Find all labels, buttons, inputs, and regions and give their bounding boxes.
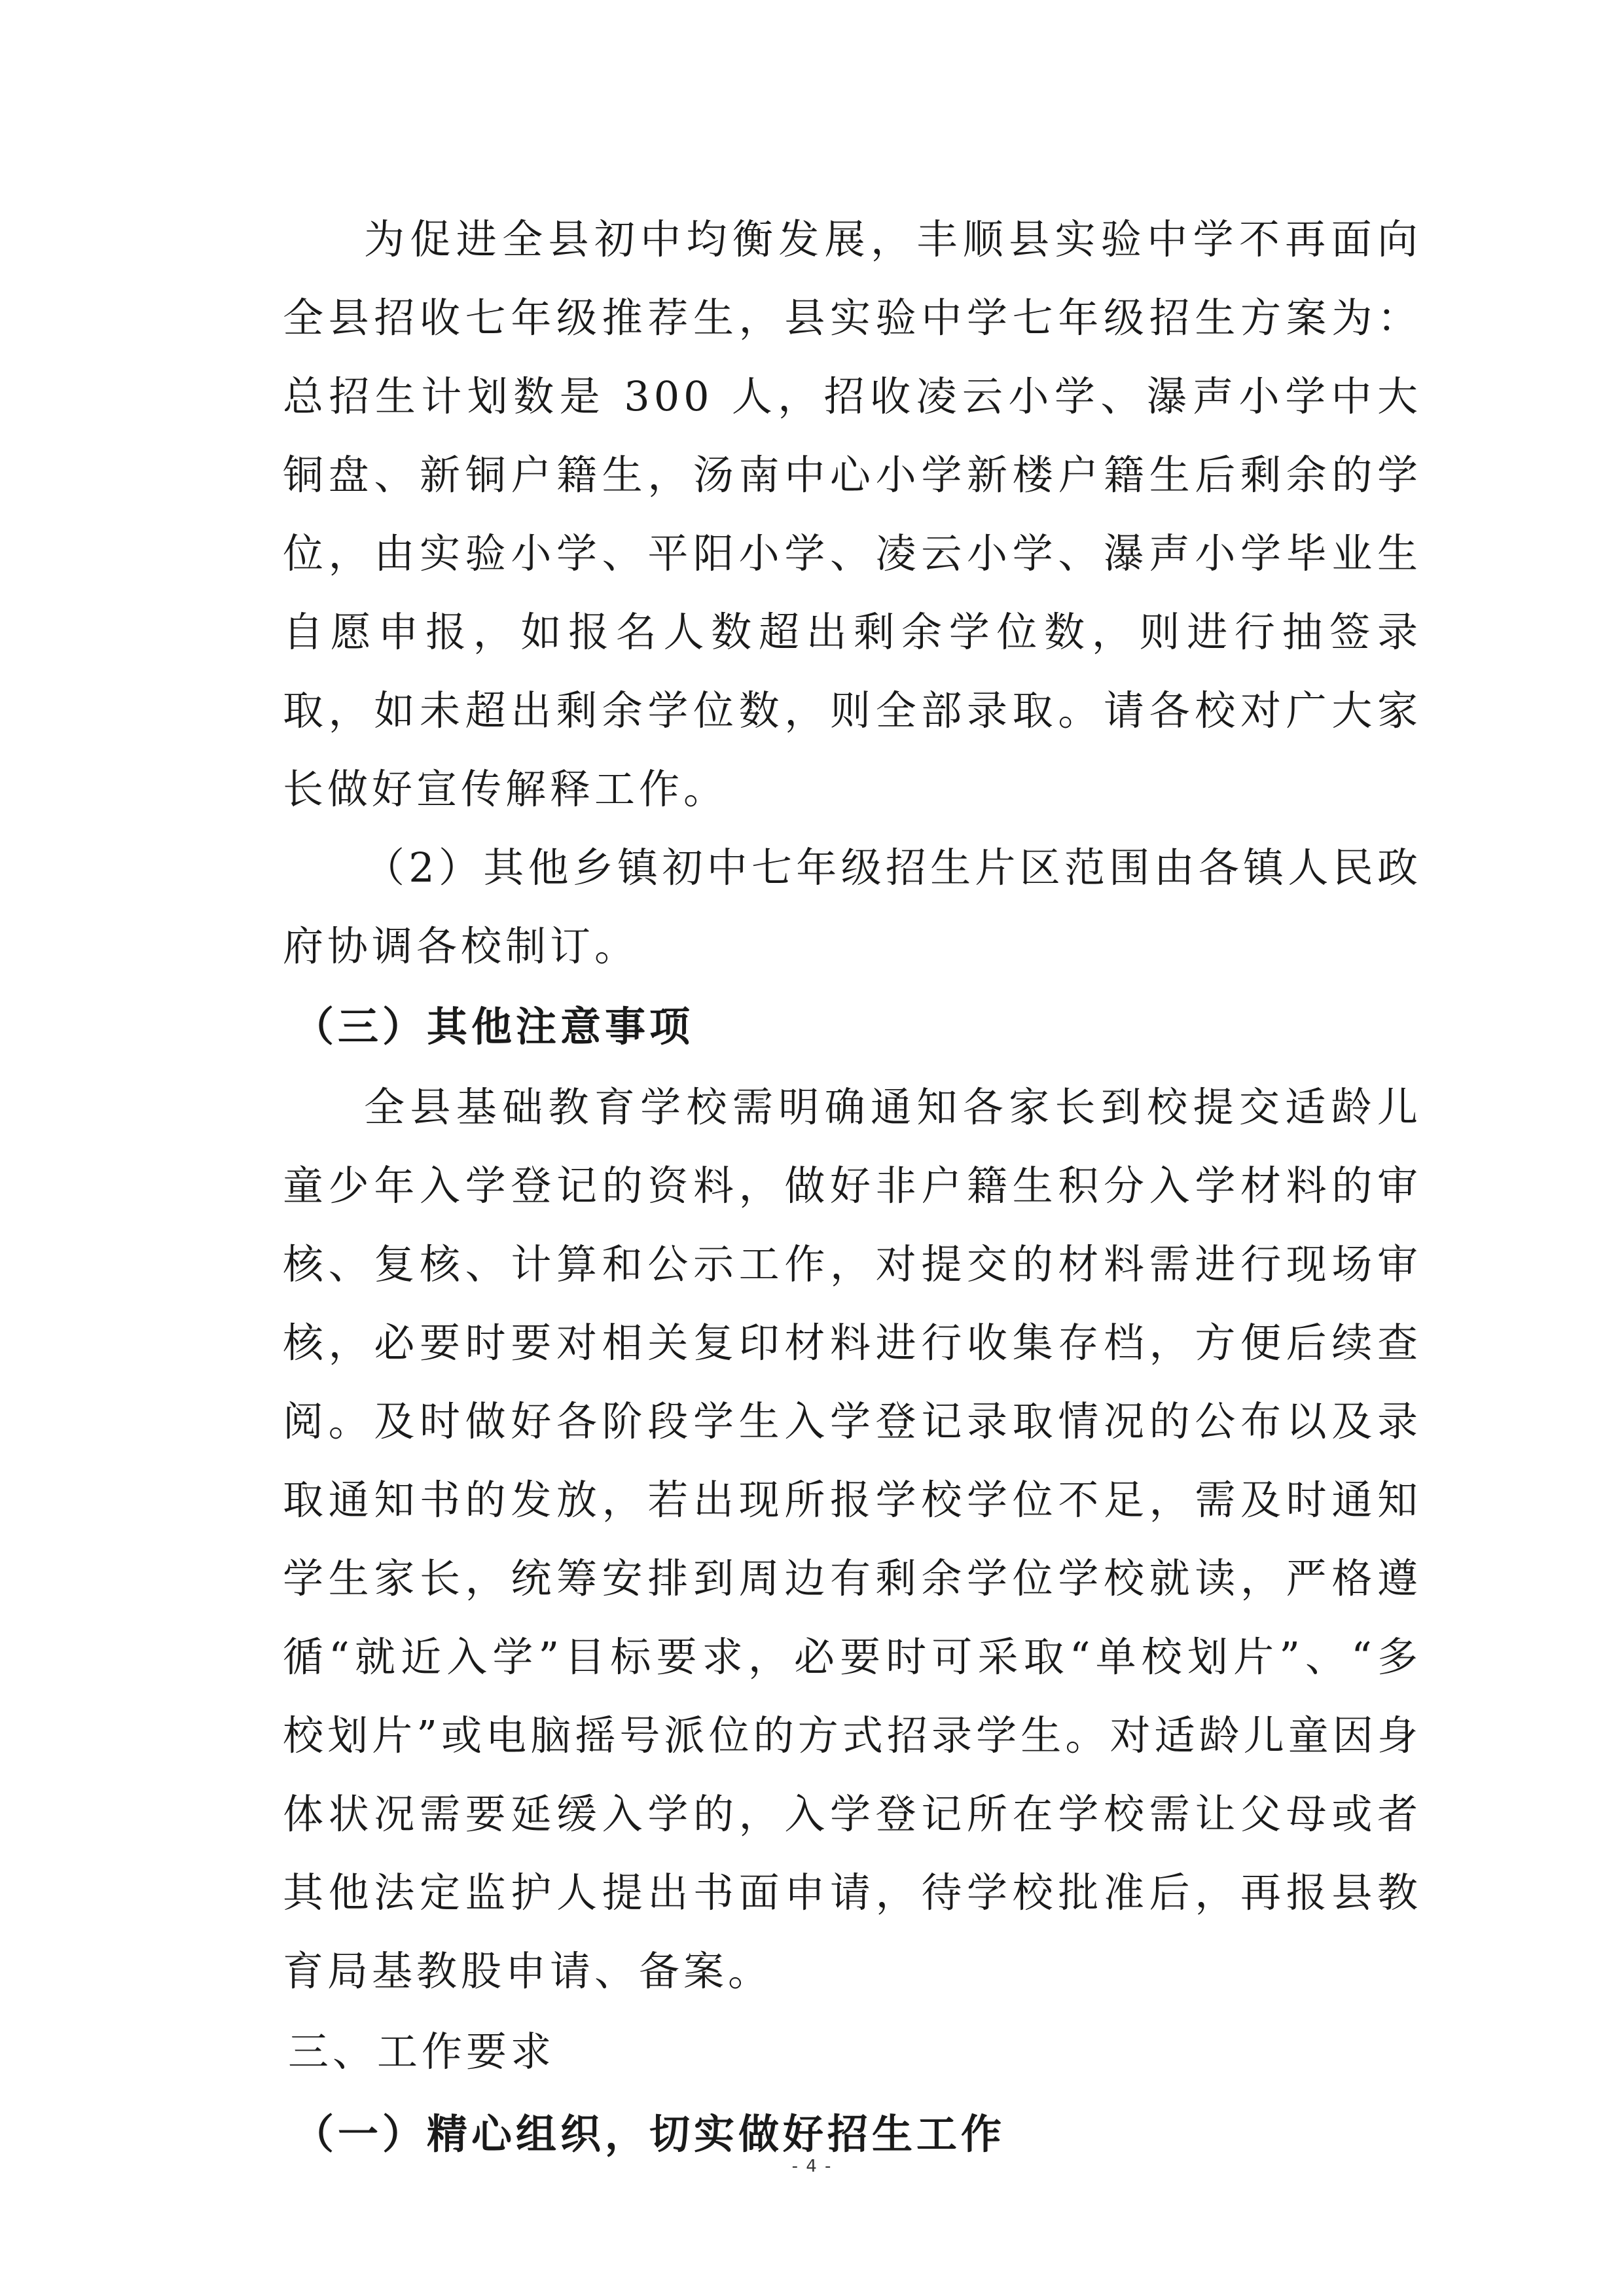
heading-careful-organization: （一）精心组织，切实做好招生工作 — [293, 2110, 1006, 2158]
document-body — [283, 200, 1422, 2176]
heading-work-requirements: 三、工作要求 — [288, 2028, 556, 2075]
paragraph-enrollment-plan: 为促进全县初中均衡发展，丰顺县实验中学不再面向全县招收七年级推荐生，县实验中学七年级招生方案为：总招生计划数是 300 人，招收凌云小学、瀑声小学中大铜盘、新铜户籍生，汤南中心小学新楼户籍生后剩余的学位，由实验小学、平阳小学、凌云小学、瀑声小学毕业生自愿申报，如报名人数超出剩余学位数，则进行抽签录取，如未超出剩余学位数，则全部录取。请各校对广大家长做好宣传解释工作。 — [283, 215, 1422, 813]
heading-other-notes: （三）其他注意事项 — [293, 1003, 695, 1050]
paragraph-notes-detail: 全县基础教育学校需明确通知各家长到校提交适龄儿童少年入学登记的资料，做好非户籍生积分入学材料的审核、复核、计算和公示工作，对提交的材料需进行现场审核，必要时要对相关复印材料进行收集存档，方便后续查阅。及时做好各阶段学生入学登记录取情况的公布以及录取通知书的发放，若出现所报学校学位不足，需及时通知学生家长，统筹安排到周边有剩余学位学校就读，严格遵循“就近入学”目标要求，必要时可采取“单校划片”、“多校划片”或电脑摇号派位的方式招录学生。对适龄儿童因身体状况需要延缓入学的，入学登记所在学校需让父母或者其他法定监护人提出书面申请，待学校批准后，再报县教育局基教股申请、备案。 — [283, 1083, 1422, 1995]
paragraph-other-towns: （2）其他乡镇初中七年级招生片区范围由各镇人民政府协调各校制订。 — [283, 844, 1422, 970]
page-number: - 4 - — [791, 2157, 833, 2176]
